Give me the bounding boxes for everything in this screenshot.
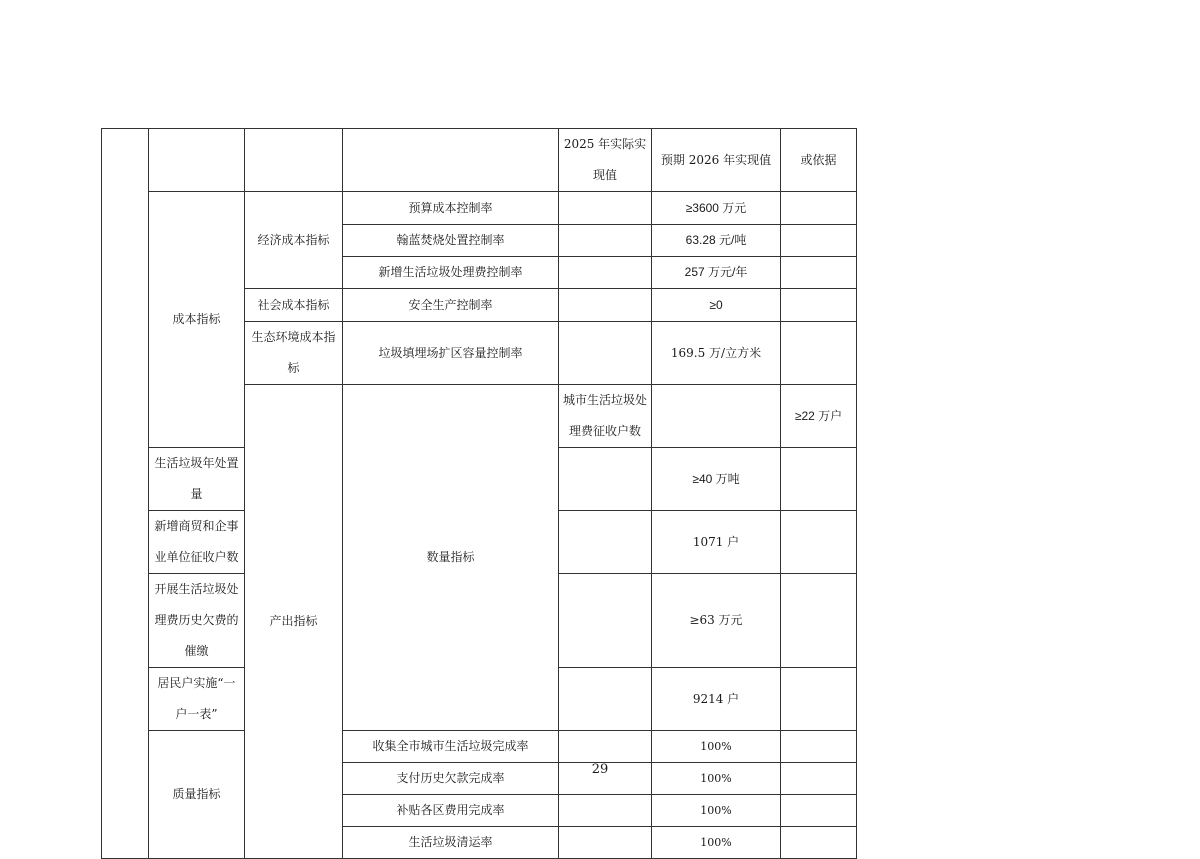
actual-2025-value	[559, 668, 652, 731]
basis-value	[781, 448, 857, 511]
expected-value: 100%	[652, 795, 781, 827]
basis-value	[781, 257, 857, 289]
header-expected-2026: 预期 2026 年实现值	[652, 129, 781, 192]
indicator-name: 预算成本控制率	[343, 192, 559, 225]
basis-value	[781, 795, 857, 827]
expected-value: ≥63 万元	[652, 574, 781, 668]
expected-value: 100%	[652, 763, 781, 795]
actual-2025-value	[559, 289, 652, 322]
expected-value: 63.28 元/吨	[652, 225, 781, 257]
indicator-name: 居民户实施“一户一表”	[149, 668, 245, 731]
eco-cost-label: 生态环境成本指标	[245, 322, 343, 385]
basis-value	[781, 731, 857, 763]
indicator-name: 新增生活垃圾处理费控制率	[343, 257, 559, 289]
actual-2025-value	[652, 385, 781, 448]
expected-value: ≥0	[652, 289, 781, 322]
expected-value: ≥22 万户	[781, 385, 857, 448]
header-cell-empty	[343, 129, 559, 192]
expected-value: 100%	[652, 731, 781, 763]
quantity-indicator-label: 数量指标	[343, 385, 559, 731]
performance-indicator-table	[101, 128, 857, 859]
expected-value: 169.5 万/立方米	[652, 322, 781, 385]
quality-indicator-label: 质量指标	[149, 731, 245, 859]
expected-value: 257 万元/年	[652, 257, 781, 289]
header-row	[102, 129, 857, 192]
basis-value	[781, 322, 857, 385]
table-row	[102, 731, 857, 763]
header-basis: 或依据	[781, 129, 857, 192]
first-level-indicator-cell	[102, 129, 149, 859]
output-indicator-label: 产出指标	[245, 385, 343, 859]
expected-value: 1071 户	[652, 511, 781, 574]
cost-indicator-label: 成本指标	[149, 192, 245, 448]
basis-value	[781, 827, 857, 859]
expected-value: 100%	[652, 827, 781, 859]
page-number: 29	[591, 762, 609, 777]
actual-2025-value	[559, 574, 652, 668]
header-actual-2025: 2025 年实际实现值	[559, 129, 652, 192]
actual-2025-value	[559, 731, 652, 763]
indicator-name: 安全生产控制率	[343, 289, 559, 322]
actual-2025-value	[559, 511, 652, 574]
basis-value	[781, 574, 857, 668]
social-cost-label: 社会成本指标	[245, 289, 343, 322]
actual-2025-value	[559, 827, 652, 859]
indicator-name: 生活垃圾年处置量	[149, 448, 245, 511]
header-cell-empty	[149, 129, 245, 192]
basis-value	[781, 225, 857, 257]
expected-value: ≥3600 万元	[652, 192, 781, 225]
basis-value	[781, 511, 857, 574]
indicator-name: 垃圾填埋场扩区容量控制率	[343, 322, 559, 385]
indicator-name: 城市生活垃圾处理费征收户数	[559, 385, 652, 448]
table-row	[102, 192, 857, 225]
indicator-name: 新增商贸和企事业单位征收户数	[149, 511, 245, 574]
basis-value	[781, 668, 857, 731]
indicator-name: 翰蓝焚烧处置控制率	[343, 225, 559, 257]
actual-2025-value	[559, 192, 652, 225]
actual-2025-value	[559, 795, 652, 827]
indicator-name: 开展生活垃圾处理费历史欠费的催缴	[149, 574, 245, 668]
actual-2025-value	[559, 257, 652, 289]
indicator-name: 生活垃圾清运率	[343, 827, 559, 859]
header-cell-empty	[245, 129, 343, 192]
expected-value: ≥40 万吨	[652, 448, 781, 511]
basis-value	[781, 289, 857, 322]
basis-value	[781, 192, 857, 225]
actual-2025-value	[559, 322, 652, 385]
actual-2025-value	[559, 448, 652, 511]
indicator-name: 收集全市城市生活垃圾完成率	[343, 731, 559, 763]
actual-2025-value	[559, 225, 652, 257]
economic-cost-label: 经济成本指标	[245, 192, 343, 289]
indicator-name: 支付历史欠款完成率	[343, 763, 559, 795]
expected-value: 9214 户	[652, 668, 781, 731]
indicator-name: 补贴各区费用完成率	[343, 795, 559, 827]
